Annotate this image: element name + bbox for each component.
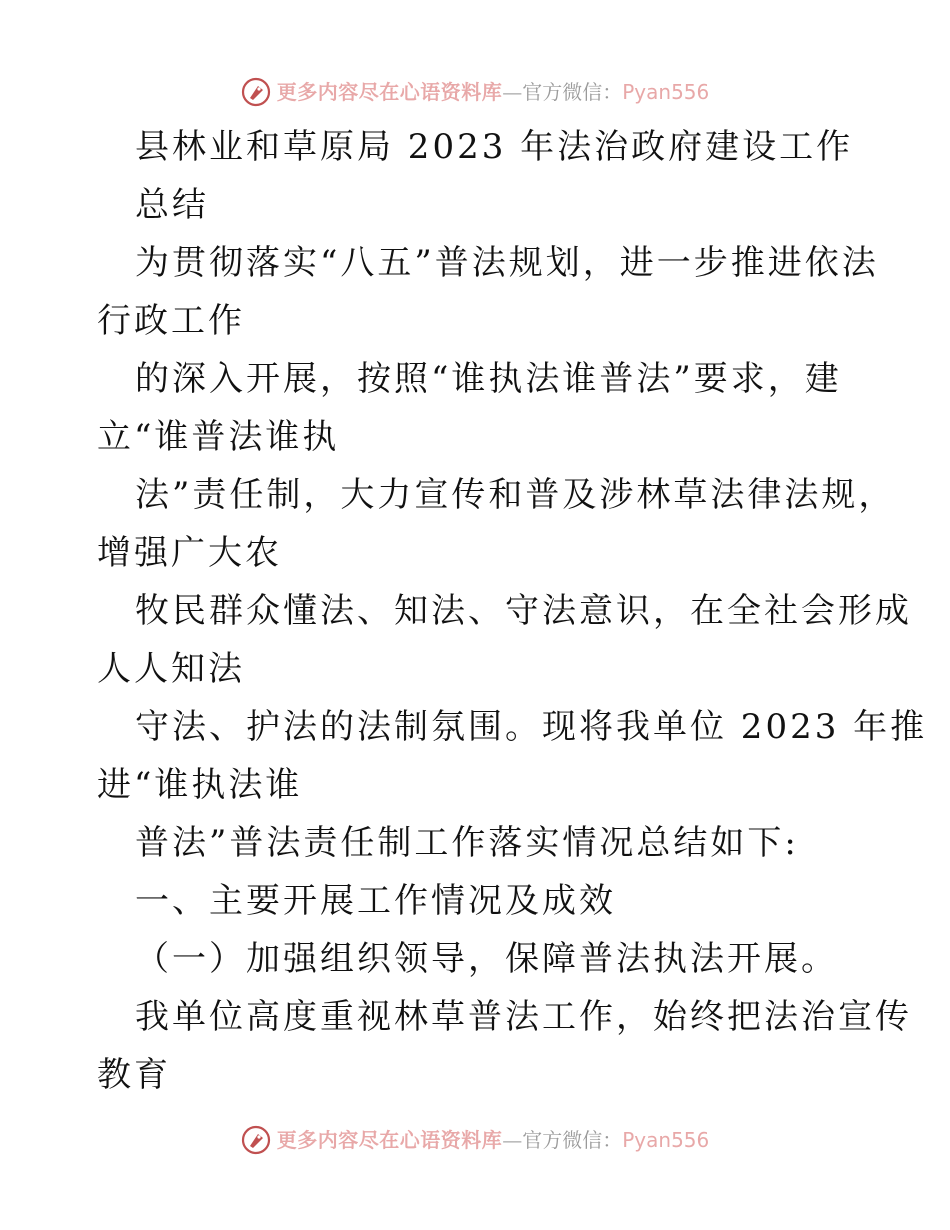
paragraph-line: 牧民群众懂法、知法、守法意识，在全社会形成: [135, 591, 912, 631]
banner-wechat-label: 官方微信：: [522, 1128, 623, 1152]
subsection-heading: （一）加强组织领导，保障普法执法开展。: [135, 939, 838, 979]
paragraph-line: 人人知法: [97, 649, 245, 689]
paragraph-line: 我单位高度重视林草普法工作，始终把法治宣传: [135, 997, 912, 1037]
paragraph-line: 法”责任制，大力宣传和普及涉林草法律法规，: [135, 475, 896, 515]
banner-wechat-handle: Pyan556: [622, 80, 710, 104]
document-title-line-2: 总结: [135, 185, 209, 225]
banner-dash: —: [502, 1128, 523, 1152]
paragraph-line: 为贯彻落实“八五”普法规划，进一步推进依法: [135, 243, 879, 283]
banner-wechat-label: 官方微信：: [522, 80, 623, 104]
paragraph-line: 普法”普法责任制工作落实情况总结如下:: [135, 823, 799, 863]
header-watermark-banner: [0, 72, 950, 112]
banner-main-text: 更多内容尽在心语资料库: [276, 80, 503, 104]
pen-nib-logo-icon: [241, 77, 271, 107]
footer-watermark-banner: [0, 1120, 950, 1160]
paragraph-line: 增强广大农: [97, 533, 282, 573]
banner-dash: —: [502, 80, 523, 104]
document-title-line-1: 县林业和草原局 2023 年法治政府建设工作: [135, 127, 854, 167]
banner-main-text: 更多内容尽在心语资料库: [276, 1128, 503, 1152]
section-heading: 一、主要开展工作情况及成效: [135, 881, 616, 921]
banner-wechat-handle: Pyan556: [622, 1128, 710, 1152]
paragraph-line: 进“谁执法谁: [97, 765, 303, 805]
paragraph-line: 立“谁普法谁执: [97, 417, 340, 457]
paragraph-line: 的深入开展，按照“谁执法谁普法”要求，建: [135, 359, 842, 399]
paragraph-line: 教育: [97, 1055, 171, 1095]
paragraph-line: 行政工作: [97, 301, 245, 341]
pen-nib-logo-icon: [241, 1125, 271, 1155]
paragraph-line: 守法、护法的法制氛围。现将我单位 2023 年推: [135, 707, 928, 747]
